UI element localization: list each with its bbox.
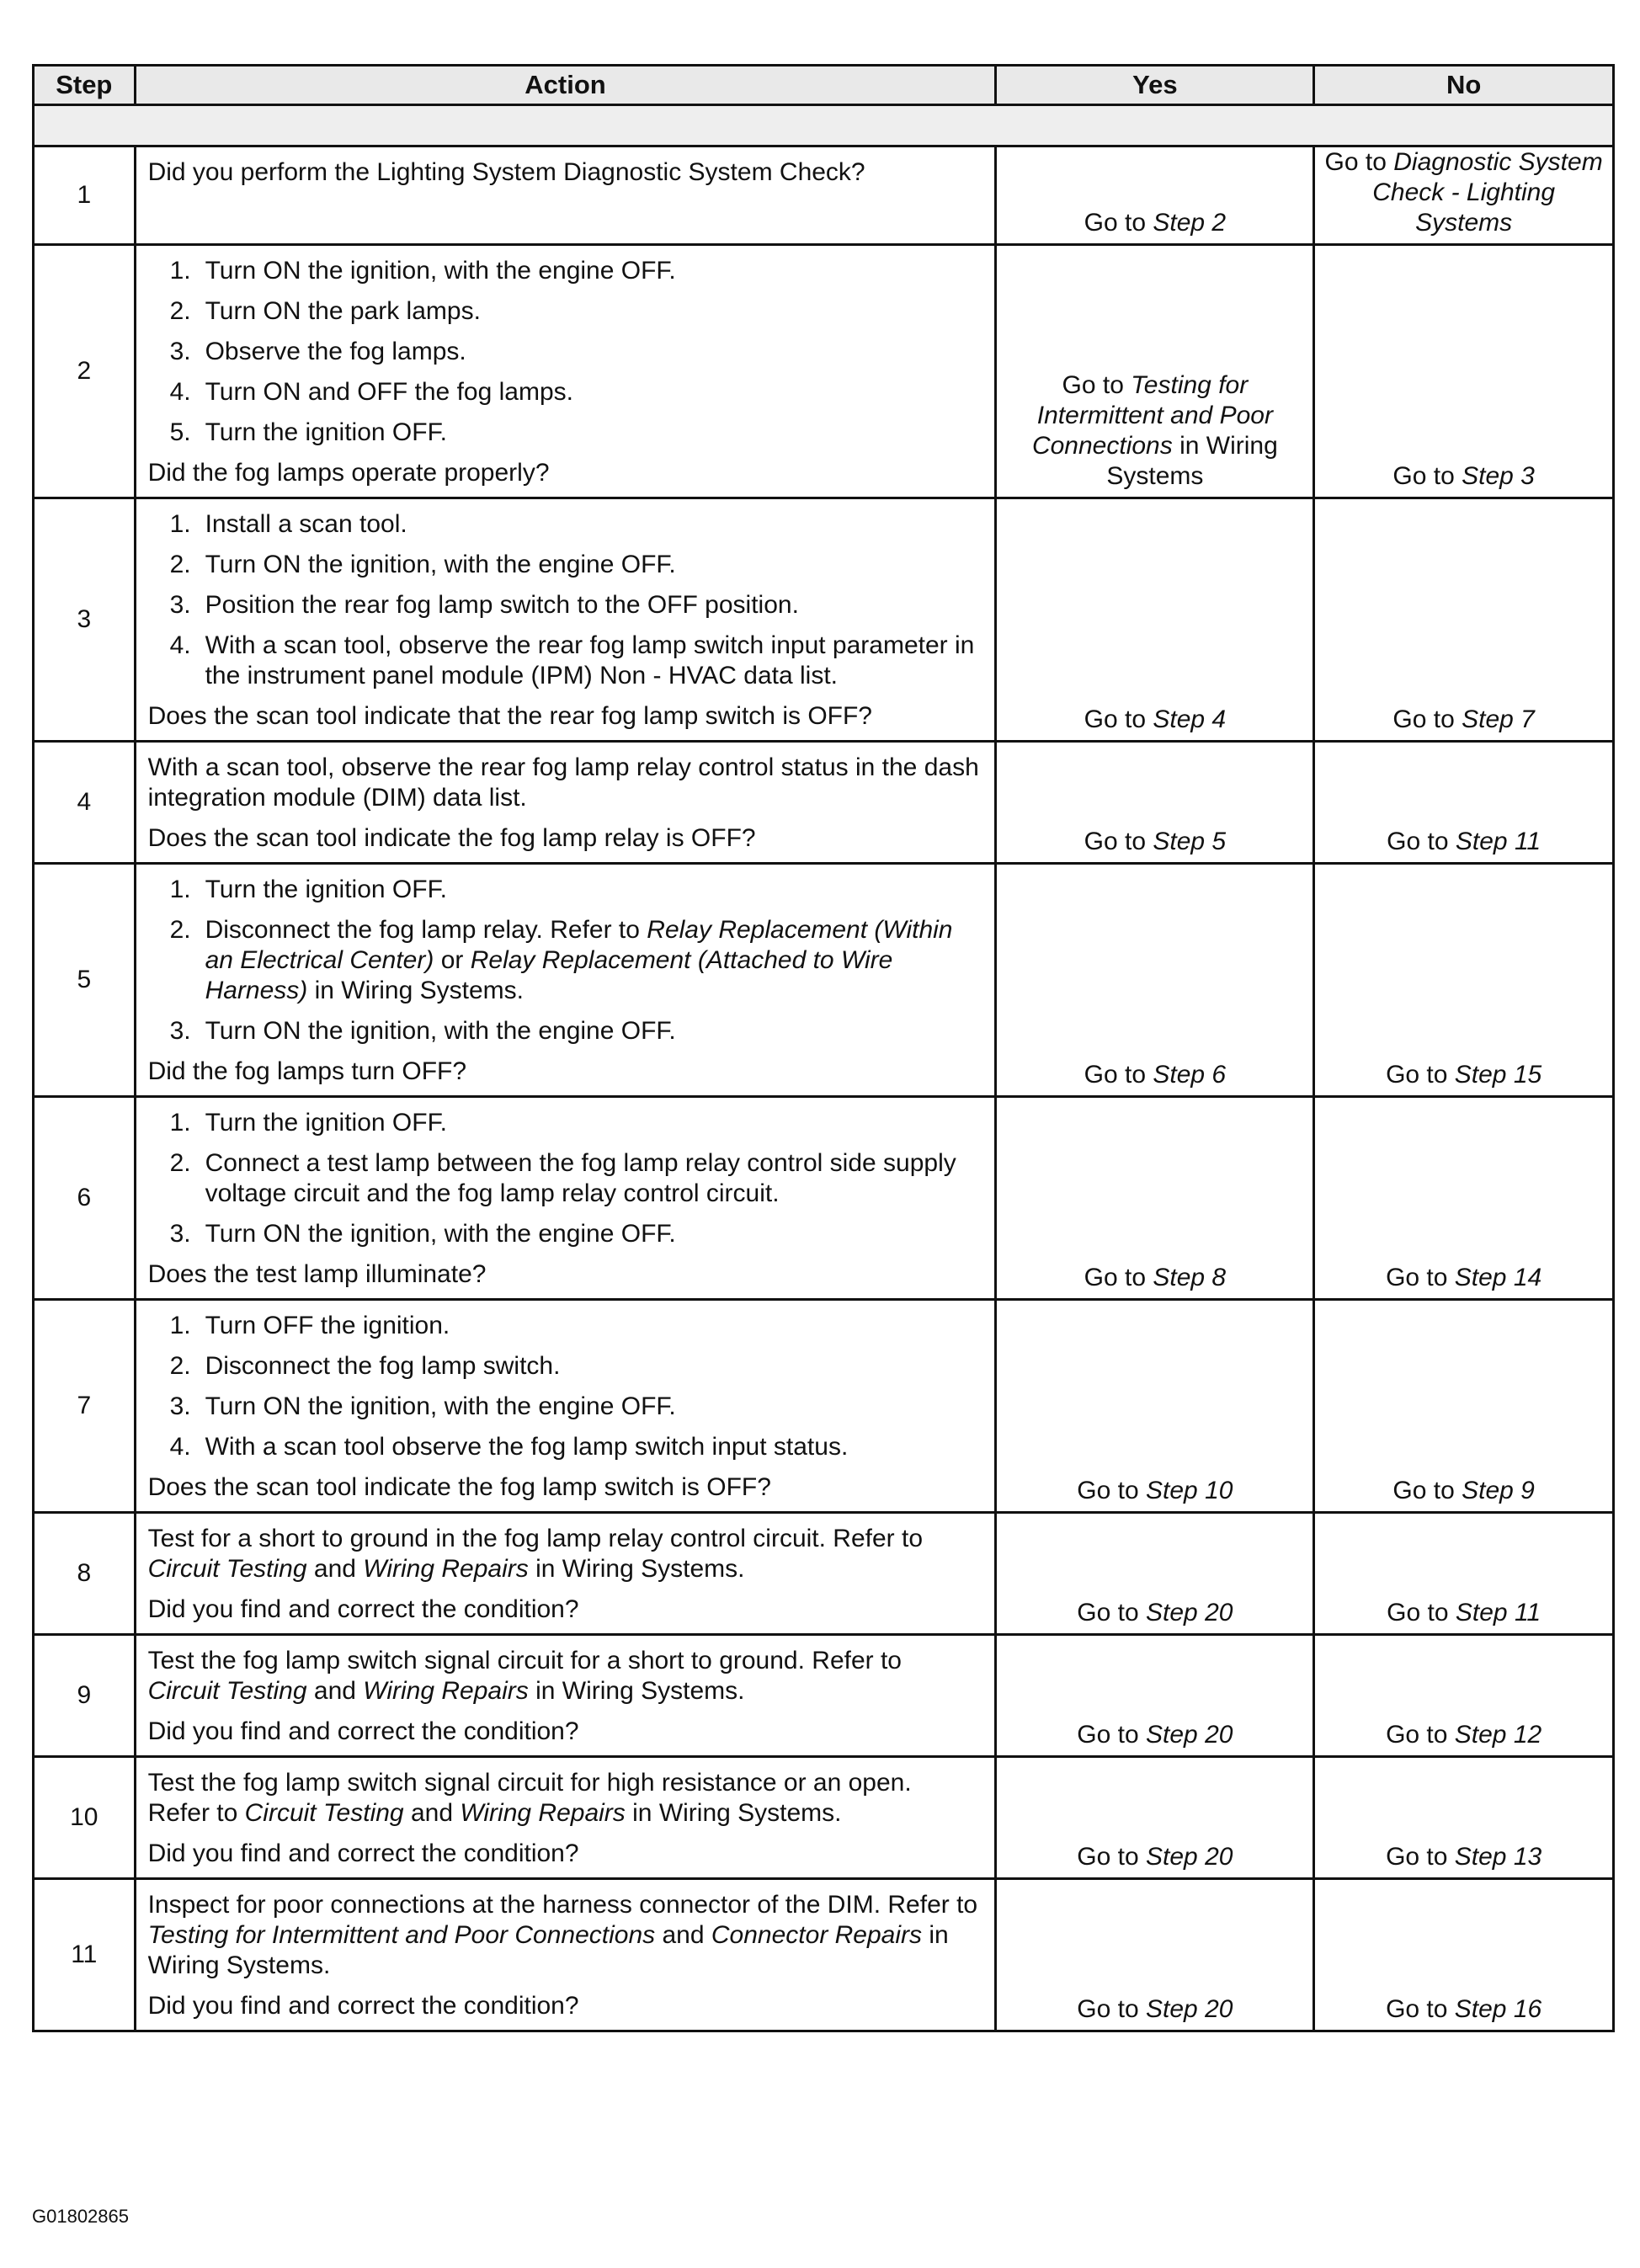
step-number: 9: [34, 1635, 136, 1757]
action-step-text: [205, 509, 980, 540]
action-cell: [135, 1300, 996, 1513]
step-number: 5: [34, 864, 136, 1097]
yes-result: [996, 1879, 1314, 2031]
text-span: Go to: [1062, 371, 1131, 399]
text-span: Turn OFF the ignition.: [205, 1312, 450, 1339]
text-span: Does the scan tool indicate the fog lamp switch is OFF?: [147, 1473, 771, 1501]
action-step-text: [205, 1148, 980, 1209]
text-span: Go to: [1077, 1721, 1147, 1749]
reference-text: Connector Repairs: [711, 1921, 923, 1949]
table-row: [34, 864, 1614, 1097]
step-number: 2: [34, 245, 136, 498]
action-step: [148, 296, 980, 327]
action-cell: [135, 1757, 996, 1879]
yes-result: [996, 1757, 1314, 1879]
reference-text: Step 5: [1153, 828, 1227, 855]
action-text: [148, 1839, 980, 1869]
reference-text: Step 11: [1455, 828, 1541, 855]
text-span: Go to: [1386, 1061, 1455, 1089]
header-action: Action: [135, 66, 996, 105]
header-yes: Yes: [996, 66, 1314, 105]
reference-text: Circuit Testing: [244, 1799, 404, 1827]
spacer-row: [34, 105, 1614, 146]
action-step-text: [205, 590, 980, 620]
action-step-text: [205, 1016, 980, 1046]
text-span: Go to: [1392, 705, 1462, 733]
header-no: No: [1314, 66, 1614, 105]
action-step-number: 3.: [169, 338, 191, 365]
action-step-text: [205, 631, 980, 691]
step-number: 8: [34, 1513, 136, 1635]
action-step: [148, 1016, 980, 1046]
action-step-text: [205, 377, 980, 407]
step-number: 7: [34, 1300, 136, 1513]
action-step-number: 2.: [169, 1149, 191, 1177]
text-span: Does the scan tool indicate that the rear fog lamp switch is OFF?: [147, 702, 872, 730]
spacer-cell: [34, 105, 1614, 146]
step-number: 3: [34, 498, 136, 742]
reference-text: Step 14: [1454, 1264, 1542, 1291]
reference-text: Step 13: [1454, 1843, 1542, 1871]
step-number: 1: [34, 146, 136, 245]
action-cell: [135, 1635, 996, 1757]
text-span: in Wiring Systems.: [528, 1677, 745, 1705]
action-step: [148, 590, 980, 620]
text-span: Go to: [1392, 1477, 1462, 1504]
action-step: [148, 1148, 980, 1209]
action-step-text: [205, 1351, 980, 1382]
no-result: [1314, 742, 1614, 864]
action-text: [148, 1768, 980, 1829]
text-span: Turn the ignition OFF.: [205, 418, 447, 446]
action-step: [148, 1311, 980, 1341]
text-span: Does the test lamp illuminate?: [147, 1260, 487, 1288]
text-span: Go to: [1084, 209, 1153, 237]
reference-text: Step 15: [1454, 1061, 1542, 1089]
text-span: Go to: [1077, 1995, 1147, 2023]
action-step: [148, 1351, 980, 1382]
action-step-text: [205, 256, 980, 286]
text-span: Install a scan tool.: [205, 510, 407, 538]
action-step-text: [205, 1311, 980, 1341]
text-span: Go to: [1387, 1599, 1456, 1626]
yes-result: [996, 1300, 1314, 1513]
text-span: Did the fog lamps operate properly?: [147, 459, 550, 487]
text-span: Go to: [1392, 462, 1462, 490]
reference-text: Step 8: [1153, 1264, 1227, 1291]
text-span: and: [403, 1799, 461, 1827]
action-step-number: 4.: [169, 378, 191, 406]
reference-text: Circuit Testing: [147, 1555, 307, 1583]
yes-result: [996, 1513, 1314, 1635]
text-span: Turn the ignition OFF.: [205, 1109, 447, 1137]
table-row: [34, 742, 1614, 864]
no-result: [1314, 146, 1614, 245]
text-span: Go to: [1084, 1264, 1153, 1291]
action-step-text: [205, 550, 980, 580]
reference-text: Step 7: [1462, 705, 1535, 733]
step-number: 11: [34, 1879, 136, 2031]
text-span: Turn ON the ignition, with the engine OFF.: [205, 551, 676, 578]
header-row: [34, 66, 1614, 105]
reference-text: Wiring Repairs: [363, 1555, 529, 1583]
action-step: [148, 875, 980, 905]
action-step: [148, 256, 980, 286]
text-span: in Wiring Systems.: [307, 977, 524, 1004]
text-span: and: [655, 1921, 711, 1949]
action-step-number: 2.: [169, 1352, 191, 1380]
action-step-text: [205, 337, 980, 367]
reference-text: Relay Replacement (Attached to Wire Harness): [205, 946, 893, 1004]
reference-text: Step 11: [1455, 1599, 1541, 1626]
text-span: With a scan tool observe the fog lamp switch input status.: [205, 1433, 849, 1461]
table-row: [34, 1635, 1614, 1757]
text-span: in Wiring Systems.: [625, 1799, 842, 1827]
text-span: Disconnect the fog lamp switch.: [205, 1352, 561, 1380]
action-step-text: [205, 1392, 980, 1422]
action-step-number: 2.: [169, 916, 191, 944]
text-span: Go to: [1077, 1843, 1147, 1871]
diagnostic-table: [32, 64, 1615, 2032]
action-step-number: 1.: [169, 876, 191, 903]
reference-text: Step 20: [1146, 1843, 1233, 1871]
text-span: Inspect for poor connections at the harness connector of the DIM. Refer to: [147, 1891, 978, 1919]
action-cell: [135, 1097, 996, 1300]
table-row: [34, 1757, 1614, 1879]
action-step-text: [205, 1219, 980, 1249]
text-span: Did you find and correct the condition?: [147, 1839, 579, 1867]
text-span: Turn the ignition OFF.: [205, 876, 447, 903]
text-span: Disconnect the fog lamp relay. Refer to: [205, 916, 647, 944]
action-step-text: [205, 875, 980, 905]
action-step-number: 3.: [169, 1220, 191, 1248]
reference-text: Step 16: [1454, 1995, 1542, 2023]
action-step-number: 5.: [169, 418, 191, 446]
yes-result: [996, 498, 1314, 742]
text-span: or: [434, 946, 471, 974]
text-span: Test the fog lamp switch signal circuit for a short to ground. Refer to: [147, 1647, 902, 1674]
text-span: Go to: [1386, 1721, 1455, 1749]
text-span: Go to: [1324, 148, 1394, 176]
reference-text: Step 10: [1146, 1477, 1233, 1504]
no-result: [1314, 245, 1614, 498]
text-span: Go to: [1084, 705, 1153, 733]
text-span: Turn ON the park lamps.: [205, 297, 481, 325]
action-step-number: 1.: [169, 257, 191, 285]
text-span: Go to: [1386, 1843, 1455, 1871]
no-result: [1314, 1635, 1614, 1757]
action-step-text: [205, 915, 980, 1006]
text-span: Go to: [1077, 1599, 1147, 1626]
action-step-number: 2.: [169, 297, 191, 325]
text-span: in Wiring Systems.: [147, 1921, 949, 1979]
action-step: [148, 550, 980, 580]
action-text: [148, 157, 980, 188]
action-step-text: [205, 296, 980, 327]
action-text: [148, 1524, 980, 1584]
action-step-number: 3.: [169, 1017, 191, 1045]
action-text: [148, 1890, 980, 1981]
action-step-number: 1.: [169, 510, 191, 538]
action-step: [148, 1432, 980, 1462]
text-span: Go to: [1386, 1264, 1455, 1291]
no-result: [1314, 864, 1614, 1097]
action-text: [148, 1595, 980, 1625]
text-span: Turn ON the ignition, with the engine OFF.: [205, 1017, 676, 1045]
action-cell: [135, 146, 996, 245]
reference-text: Step 20: [1146, 1995, 1233, 2023]
text-span: Did you find and correct the condition?: [147, 1717, 579, 1745]
action-text: [148, 458, 980, 488]
table-row: [34, 1513, 1614, 1635]
no-result: [1314, 1879, 1614, 2031]
step-number: 4: [34, 742, 136, 864]
table-row: [34, 146, 1614, 245]
text-span: With a scan tool, observe the rear fog lamp switch input parameter in the instrument panel module (IPM) Non - HVAC data list.: [205, 631, 975, 689]
reference-text: Testing for Intermittent and Poor Connections: [1031, 371, 1273, 460]
table-row: [34, 1097, 1614, 1300]
action-text: [148, 823, 980, 854]
text-span: in Wiring Systems.: [528, 1555, 745, 1583]
no-result: [1314, 1757, 1614, 1879]
action-step: [148, 1392, 980, 1422]
action-cell: [135, 864, 996, 1097]
text-span: in Wiring Systems: [1106, 432, 1278, 490]
text-span: Test the fog lamp switch signal circuit for high resistance or an open. Refer to: [147, 1769, 912, 1827]
no-result: [1314, 1097, 1614, 1300]
action-text: [148, 1472, 980, 1503]
text-span: Connect a test lamp between the fog lamp relay control side supply voltage circuit and the fog lamp relay control circuit.: [205, 1149, 956, 1207]
text-span: Position the rear fog lamp switch to the OFF position.: [205, 591, 799, 619]
table-row: [34, 1300, 1614, 1513]
action-step-text: [205, 1432, 980, 1462]
no-result: [1314, 1513, 1614, 1635]
reference-text: Wiring Repairs: [460, 1799, 626, 1827]
yes-result: [996, 245, 1314, 498]
text-span: With a scan tool, observe the rear fog lamp relay control status in the dash integration module (DIM) data list.: [147, 753, 979, 812]
action-step-number: 4.: [169, 1433, 191, 1461]
action-text: [148, 701, 980, 732]
action-cell: [135, 742, 996, 864]
text-span: Did you find and correct the condition?: [147, 1992, 579, 2020]
reference-text: Relay Replacement (Within an Electrical Center): [205, 916, 953, 974]
action-step-number: 1.: [169, 1109, 191, 1137]
yes-result: [996, 1097, 1314, 1300]
text-span: and: [306, 1555, 364, 1583]
action-step: [148, 1219, 980, 1249]
no-result: [1314, 1300, 1614, 1513]
yes-result: [996, 864, 1314, 1097]
yes-result: [996, 742, 1314, 864]
step-number: 10: [34, 1757, 136, 1879]
action-text: [148, 1717, 980, 1747]
figure-id: G01802865: [32, 2206, 129, 2227]
action-text: [148, 1259, 980, 1290]
text-span: Turn ON the ignition, with the engine OFF.: [205, 1392, 676, 1420]
reference-text: Step 4: [1153, 705, 1227, 733]
text-span: Go to: [1077, 1477, 1147, 1504]
reference-text: Diagnostic System Check - Lighting Systems: [1372, 148, 1603, 237]
action-text: [148, 1057, 980, 1087]
action-step: [148, 509, 980, 540]
reference-text: Step 3: [1462, 462, 1535, 490]
action-step-number: 2.: [169, 551, 191, 578]
reference-text: Testing for Intermittent and Poor Connections: [147, 1921, 656, 1949]
text-span: Test for a short to ground in the fog lamp relay control circuit. Refer to: [147, 1525, 924, 1552]
header-step: Step: [34, 66, 136, 105]
table-body: [34, 105, 1614, 2031]
reference-text: Wiring Repairs: [363, 1677, 529, 1705]
reference-text: Circuit Testing: [147, 1677, 307, 1705]
action-step: [148, 377, 980, 407]
text-span: Go to: [1387, 828, 1456, 855]
reference-text: Step 9: [1462, 1477, 1535, 1504]
table-row: [34, 498, 1614, 742]
yes-result: [996, 1635, 1314, 1757]
action-text: [148, 1991, 980, 2021]
action-step-number: 4.: [169, 631, 191, 659]
action-cell: [135, 1879, 996, 2031]
table-row: [34, 245, 1614, 498]
action-step-text: [205, 1108, 980, 1138]
text-span: and: [306, 1677, 364, 1705]
action-step: [148, 631, 980, 691]
step-number: 6: [34, 1097, 136, 1300]
text-span: Did you find and correct the condition?: [147, 1595, 579, 1623]
text-span: Go to: [1084, 828, 1153, 855]
action-step-number: 3.: [169, 1392, 191, 1420]
text-span: Did the fog lamps turn OFF?: [147, 1057, 467, 1085]
reference-text: Step 2: [1153, 209, 1227, 237]
reference-text: Step 6: [1153, 1061, 1227, 1089]
action-step-number: 3.: [169, 591, 191, 619]
text-span: Did you perform the Lighting System Diagnostic System Check?: [147, 158, 865, 186]
action-cell: [135, 498, 996, 742]
action-cell: [135, 1513, 996, 1635]
reference-text: Step 12: [1454, 1721, 1542, 1749]
action-step-number: 1.: [169, 1312, 191, 1339]
reference-text: Step 20: [1146, 1599, 1233, 1626]
reference-text: Step 20: [1146, 1721, 1233, 1749]
yes-result: [996, 146, 1314, 245]
action-step: [148, 418, 980, 448]
text-span: Turn ON the ignition, with the engine OFF.: [205, 257, 676, 285]
action-step: [148, 337, 980, 367]
text-span: Go to: [1386, 1995, 1455, 2023]
text-span: Does the scan tool indicate the fog lamp relay is OFF?: [147, 824, 756, 852]
table-row: [34, 1879, 1614, 2031]
action-step: [148, 915, 980, 1006]
text-span: Turn ON the ignition, with the engine OFF.: [205, 1220, 676, 1248]
text-span: Go to: [1084, 1061, 1153, 1089]
text-span: Turn ON and OFF the fog lamps.: [205, 378, 573, 406]
text-span: Observe the fog lamps.: [205, 338, 466, 365]
action-cell: [135, 245, 996, 498]
action-step: [148, 1108, 980, 1138]
action-text: [148, 1646, 980, 1706]
action-step-text: [205, 418, 980, 448]
no-result: [1314, 498, 1614, 742]
action-text: [148, 753, 980, 813]
